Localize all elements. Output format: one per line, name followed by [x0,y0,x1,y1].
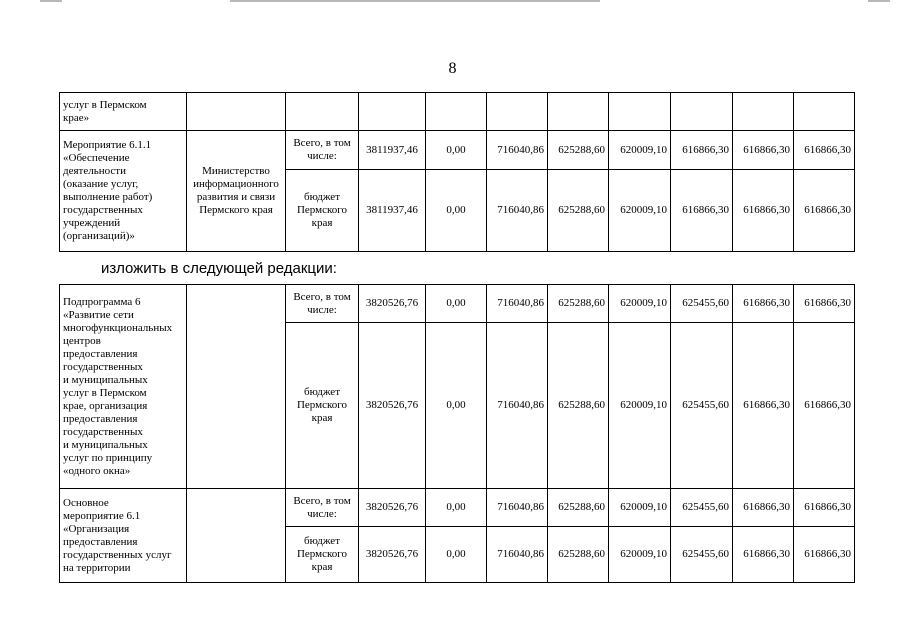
value-cell: 716040,86 [487,170,548,252]
total-cell [359,93,426,131]
funding-source-cell: Всего, в том числе: [286,131,359,170]
value-cell [548,93,609,131]
total-cell: 3811937,46 [359,170,426,252]
budget-table-new [59,284,855,583]
page-number: 8 [448,60,457,77]
value-cell: 620009,10 [609,170,671,252]
table-row [60,93,855,131]
value-cell: 716040,86 [487,527,548,583]
value-cell: 625288,60 [548,131,609,170]
value-cell: 616866,30 [733,285,794,323]
funding-source-cell: бюджет Пермского края [286,323,359,489]
value-cell: 616866,30 [794,489,855,527]
value-cell: 716040,86 [487,323,548,489]
program-name-cell: Мероприятие 6.1.1 «Обеспечение деятельности (оказание услуг, выполнение работ) государственных учреждений (организаций)» [60,131,187,252]
value-cell: 716040,86 [487,285,548,323]
value-cell: 625455,60 [671,527,733,583]
total-cell: 3811937,46 [359,131,426,170]
value-cell: 616866,30 [733,323,794,489]
value-cell: 616866,30 [794,285,855,323]
value-cell: 616866,30 [794,131,855,170]
total-cell: 3820526,76 [359,285,426,323]
value-cell: 625288,60 [548,170,609,252]
value-cell: 620009,10 [609,323,671,489]
value-cell: 625455,60 [671,489,733,527]
value-cell [794,93,855,131]
funding-source-cell: Всего, в том числе: [286,285,359,323]
value-cell: 625288,60 [548,323,609,489]
value-cell: 616866,30 [671,131,733,170]
value-cell: 0,00 [426,527,487,583]
table-row [60,131,855,170]
value-cell: 625288,60 [548,489,609,527]
value-cell [487,93,548,131]
table-row [60,489,855,527]
value-cell: 716040,86 [487,131,548,170]
value-cell: 616866,30 [671,170,733,252]
value-cell [609,93,671,131]
value-cell: 616866,30 [733,527,794,583]
total-cell: 3820526,76 [359,323,426,489]
value-cell: 616866,30 [733,170,794,252]
value-cell: 616866,30 [794,323,855,489]
value-cell: 620009,10 [609,527,671,583]
value-cell: 616866,30 [794,170,855,252]
value-cell: 0,00 [426,323,487,489]
total-cell: 3820526,76 [359,489,426,527]
value-cell [733,93,794,131]
scan-edge-line-center [230,0,600,2]
funding-source-cell: бюджет Пермского края [286,527,359,583]
redaction-heading: изложить в следующей редакции: [101,260,337,277]
value-cell: 625455,60 [671,285,733,323]
executor-cell [187,489,286,583]
value-cell: 0,00 [426,285,487,323]
executor-cell [187,285,286,489]
value-cell: 716040,86 [487,489,548,527]
budget-table-current [59,92,855,252]
value-cell [671,93,733,131]
funding-source-cell: Всего, в том числе: [286,489,359,527]
value-cell: 616866,30 [733,489,794,527]
value-cell: 0,00 [426,170,487,252]
table-row [60,285,855,323]
value-cell: 616866,30 [794,527,855,583]
value-cell: 620009,10 [609,131,671,170]
executor-cell [187,93,286,131]
program-name-cell: Подпрограмма 6 «Развитие сети многофункциональных центров предоставления государственных и муниципальных услуг в Пермском крае, организация предоставления государственных и муниципальных услуг по принципу «одного окна» [60,285,187,489]
scan-edge-line-right [868,0,890,2]
program-name-cell: Основное мероприятие 6.1 «Организация предоставления государственных услуг на территории [60,489,187,583]
value-cell: 625288,60 [548,285,609,323]
scan-edge-line-left [40,0,62,2]
value-cell: 625288,60 [548,527,609,583]
total-cell: 3820526,76 [359,527,426,583]
value-cell: 625455,60 [671,323,733,489]
funding-source-cell [286,93,359,131]
funding-source-cell: бюджет Пермского края [286,170,359,252]
value-cell: 0,00 [426,489,487,527]
value-cell [426,93,487,131]
value-cell: 620009,10 [609,285,671,323]
program-name-cell: услуг в Пермском крае» [60,93,187,131]
value-cell: 0,00 [426,131,487,170]
value-cell: 620009,10 [609,489,671,527]
value-cell: 616866,30 [733,131,794,170]
executor-cell: Министерство информационного развития и связи Пермского края [187,131,286,252]
